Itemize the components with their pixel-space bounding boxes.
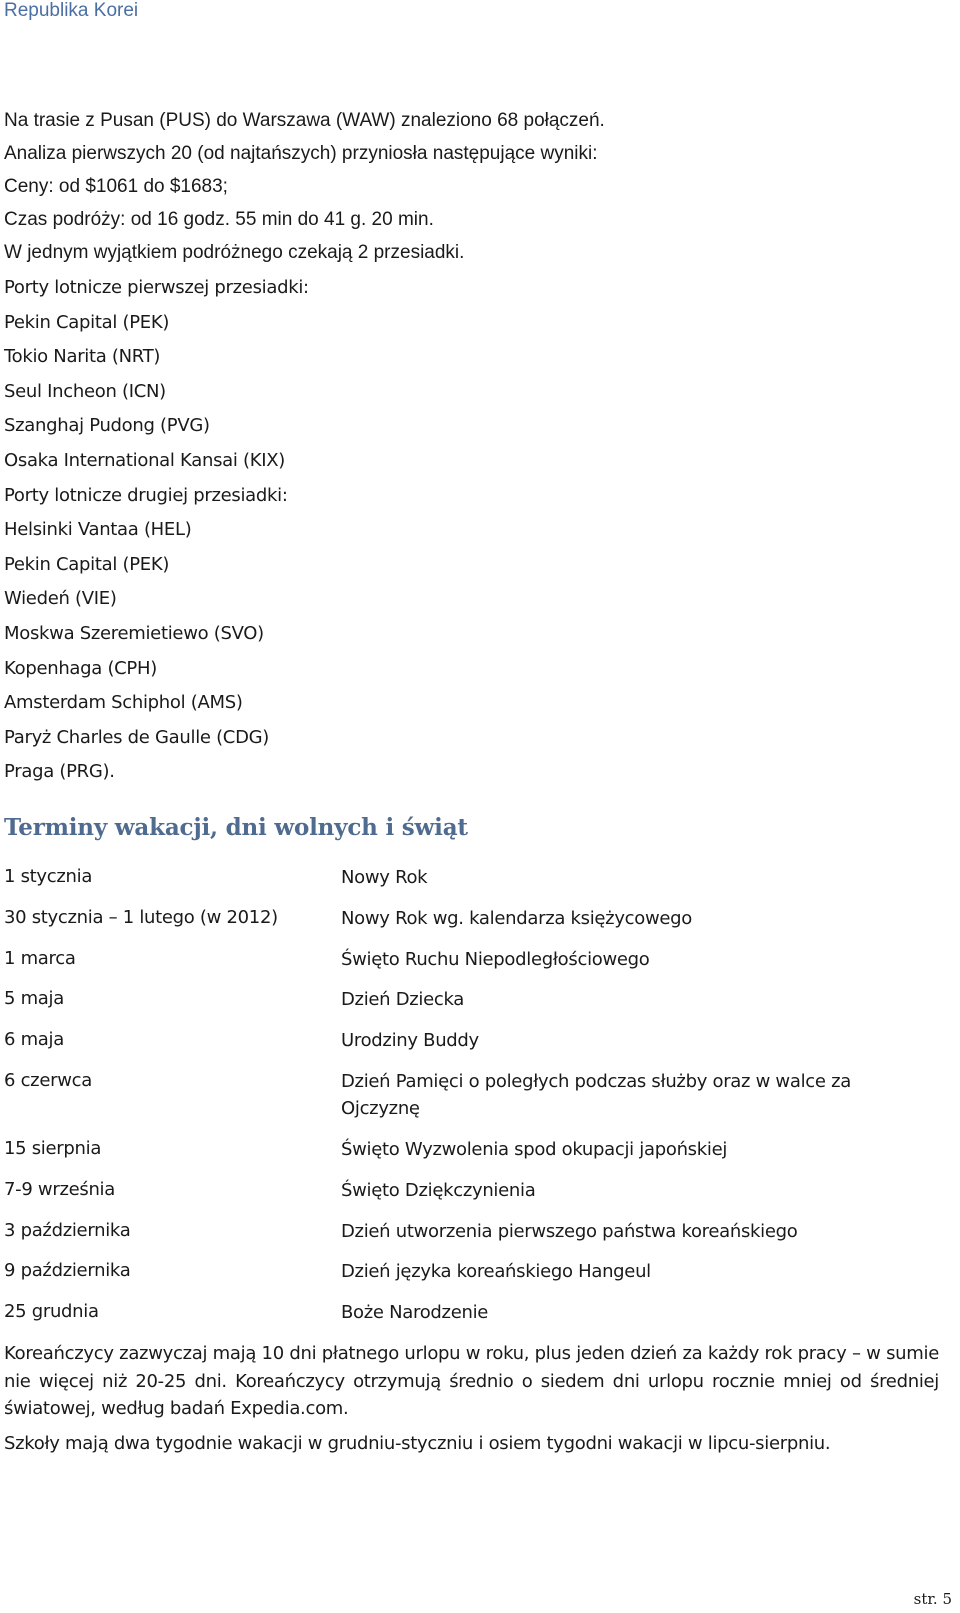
holiday-name: Boże Narodzenie [341, 1302, 489, 1324]
body-text [4, 1340, 939, 1464]
airport-item: Paryż Charles de Gaulle (CDG) [4, 726, 270, 748]
flight-info-line: Na trasie z Pusan (PUS) do Warszawa (WAW) znaleziono 68 połączeń. [4, 110, 605, 131]
holiday-name: Święto Ruchu Niepodległościowego [341, 948, 650, 970]
airport-item: Wiedeń (VIE) [4, 588, 117, 610]
airport-list-heading: Porty lotnicze pierwszej przesiadki: [4, 277, 309, 298]
airport-item: Kopenhaga (CPH) [4, 657, 157, 679]
holiday-date: 6 czerwca [4, 1069, 92, 1091]
holiday-date: 5 maja [4, 988, 64, 1010]
airport-item: Pekin Capital (PEK) [4, 553, 170, 575]
holiday-name: Dzień utworzenia pierwszego państwa koreańskiego [341, 1220, 798, 1242]
holiday-date: 30 stycznia – 1 lutego (w 2012) [4, 906, 278, 928]
airport-item: Seul Incheon (ICN) [4, 380, 166, 402]
holiday-row [4, 1136, 944, 1177]
holiday-date: 6 maja [4, 1029, 64, 1051]
running-header: Republika Korei [4, 0, 139, 21]
holiday-date: 3 października [4, 1219, 131, 1241]
holiday-name: Dzień Pamięci o poległych podczas służby oraz w walce za Ojczyznę [341, 1070, 851, 1119]
holiday-date: 25 grudnia [4, 1301, 99, 1323]
holiday-name: Dzień Dziecka [341, 989, 465, 1011]
holiday-name: Dzień języka koreańskiego Hangeul [341, 1261, 651, 1283]
paragraph-vacation-days: Koreańczycy zazwyczaj mają 10 dni płatnego urlopu w roku, plus jeden dzień za każdy rok pracy – w sumie nie więcej niż 20-25 dni. Koreańczycy otrzymują średnio o siedem dni urlopu rocznie mniej od średniej światowej, według badań Expedia.com. [4, 1343, 939, 1419]
holiday-row [4, 1068, 944, 1136]
holiday-row [4, 946, 944, 987]
page-number: str. 5 [913, 1590, 952, 1608]
holiday-row [4, 1299, 944, 1340]
holiday-date: 1 stycznia [4, 866, 93, 887]
holiday-date: 9 października [4, 1260, 131, 1282]
holiday-name: Nowy Rok [341, 867, 428, 888]
airport-item: Amsterdam Schiphol (AMS) [4, 692, 243, 714]
airport-item: Szanghaj Pudong (PVG) [4, 415, 210, 437]
holiday-table [4, 864, 944, 1340]
airport-item: Praga (PRG). [4, 761, 115, 783]
airport-list-heading: Porty lotnicze drugiej przesiadki: [4, 484, 288, 506]
holiday-row [4, 1027, 944, 1068]
airport-item: Tokio Narita (NRT) [4, 346, 161, 368]
paragraph-school-holidays: Szkoły mają dwa tygodnie wakacji w grudniu-styczniu i osiem tygodni wakacji w lipcu-sierpniu. [4, 1432, 831, 1454]
holiday-date: 1 marca [4, 947, 76, 969]
holiday-date: 7-9 września [4, 1178, 115, 1200]
flight-info-line: W jednym wyjątkiem podróżnego czekają 2 przesiadki. [4, 242, 465, 263]
holiday-row [4, 1218, 944, 1259]
airport-item: Pekin Capital (PEK) [4, 311, 170, 333]
holiday-row [4, 905, 944, 946]
section-heading: Terminy wakacji, dni wolnych i świąt [4, 814, 468, 841]
airport-list [4, 271, 944, 790]
airport-item: Helsinki Vantaa (HEL) [4, 519, 192, 541]
holiday-row [4, 1258, 944, 1299]
flight-info-line: Czas podróży: od 16 godz. 55 min do 41 g. 20 min. [4, 209, 434, 230]
airport-item: Osaka International Kansai (KIX) [4, 449, 285, 471]
holiday-row [4, 1177, 944, 1218]
holiday-name: Święto Wyzwolenia spod okupacji japońskiej [341, 1138, 728, 1160]
airport-item: Moskwa Szeremietiewo (SVO) [4, 622, 264, 644]
holiday-name: Urodziny Buddy [341, 1030, 479, 1052]
flight-info-line: Ceny: od $1061 do $1683; [4, 176, 228, 197]
holiday-name: Święto Dziękczynienia [341, 1179, 536, 1201]
flight-info [4, 104, 944, 269]
holiday-row [4, 864, 944, 905]
holiday-row [4, 986, 944, 1027]
holiday-date: 15 sierpnia [4, 1137, 102, 1159]
holiday-name: Nowy Rok wg. kalendarza księżycowego [341, 907, 693, 929]
flight-info-line: Analiza pierwszych 20 (od najtańszych) przyniosła następujące wyniki: [4, 143, 598, 164]
